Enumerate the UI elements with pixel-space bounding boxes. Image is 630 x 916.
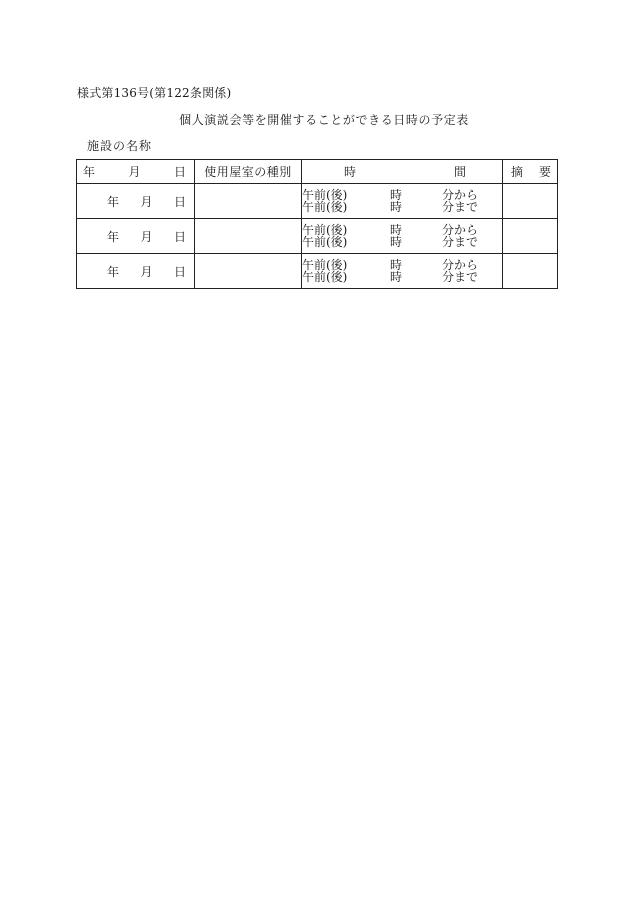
date-year: 年 [107,194,120,209]
to-minute: 分まで [442,270,479,284]
from-hour: 時 [390,188,403,202]
date-day: 日 [173,264,186,279]
time-cell[interactable] [302,184,503,219]
header-date [77,160,195,184]
to-minute: 分まで [442,235,479,249]
date-cell[interactable] [77,219,195,254]
header-remarks-char-1: 摘 [511,165,524,179]
form-number: 様式第136号(第122条関係) [77,86,232,100]
time-cell[interactable] [302,219,503,254]
remarks-cell[interactable] [503,254,558,289]
header-remarks-char-2: 要 [538,165,551,179]
from-minute: 分から [442,188,479,202]
to-hour: 時 [390,235,403,249]
to-ampm: 午前(後) [302,270,348,284]
room-type-cell[interactable] [195,219,302,254]
to-hour: 時 [390,270,403,284]
schedule-table [76,159,558,289]
table-row [77,254,558,289]
from-ampm: 午前(後) [302,188,348,202]
table-row [77,184,558,219]
from-minute: 分から [442,258,479,272]
document-title: 個人演説会等を開催することができる日時の予定表 [179,113,469,127]
date-month: 月 [140,229,153,244]
header-room-type: 使用屋室の種別 [195,160,302,184]
header-time-char-2: 間 [453,165,466,179]
from-ampm: 午前(後) [302,223,348,237]
table-row [77,219,558,254]
to-minute: 分まで [442,200,479,214]
time-to-line [302,271,502,283]
header-date-year: 年 [83,165,96,179]
time-cell[interactable] [302,254,503,289]
to-ampm: 午前(後) [302,235,348,249]
table-header-row [77,160,558,184]
date-year: 年 [107,264,120,279]
to-hour: 時 [390,200,403,214]
date-month: 月 [140,194,153,209]
header-remarks [503,160,558,184]
date-day: 日 [173,194,186,209]
remarks-cell[interactable] [503,184,558,219]
header-date-month: 月 [128,165,141,179]
room-type-cell[interactable] [195,254,302,289]
from-minute: 分から [442,223,479,237]
to-ampm: 午前(後) [302,200,348,214]
room-type-cell[interactable] [195,184,302,219]
date-month: 月 [140,264,153,279]
header-time-char-1: 時 [344,165,357,179]
date-cell[interactable] [77,254,195,289]
time-to-line [302,201,502,213]
facility-name-label: 施設の名称 [87,139,153,153]
header-date-day: 日 [173,165,186,179]
remarks-cell[interactable] [503,219,558,254]
from-hour: 時 [390,223,403,237]
date-day: 日 [173,229,186,244]
date-cell[interactable] [77,184,195,219]
from-hour: 時 [390,258,403,272]
header-time [302,160,503,184]
from-ampm: 午前(後) [302,258,348,272]
date-year: 年 [107,229,120,244]
time-to-line [302,236,502,248]
